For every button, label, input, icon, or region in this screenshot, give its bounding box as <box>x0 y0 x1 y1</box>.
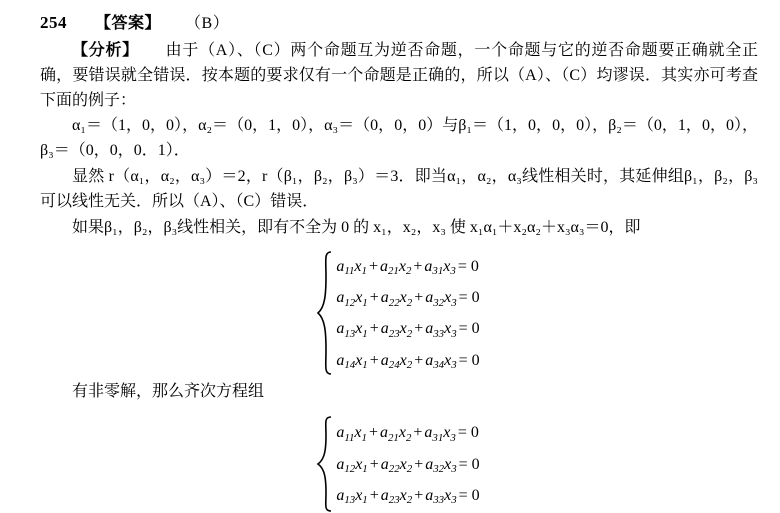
equation-row: $a_{11}x_1 + a_{21}x_2 + a_{31}x_3 = 0$ <box>336 258 479 278</box>
middle-text: 有非零解，那么齐次方程组 <box>72 383 265 401</box>
analysis-text: 由于（A）、（C）两个命题互为逆否命题，一个命题与它的逆否命题要正确就全正确，要错误就全错误．按本题的要求仅有一个命题是正确的，所以（A）、（C）均谬误．其实亦可考查下面的例子： <box>40 42 758 109</box>
answer-label: 【答案】 <box>95 15 162 32</box>
equation-system-2-inner <box>316 415 481 513</box>
equation-row: $a_{13}x_1 + a_{23}x_2 + a_{33}x_3 = 0$ <box>336 486 480 507</box>
equation-row: $a_{12}x_1 + a_{22}x_2 + a_{32}x_3 = 0$ <box>336 455 480 476</box>
example-vectors: α₁＝（1，0，0），α₂＝（0，1，0），α₃＝（0，0，0）与β₁＝（1，0，0，0），β₂＝（0，1，0，0），β₃＝（0，0，0．1）． <box>40 117 758 160</box>
equation-system-1 <box>40 250 758 376</box>
equation-row: $a_{11}x_1 + a_{21}x_2 + a_{31}x_3 = 0$ <box>336 424 479 444</box>
equation-row: $a_{14}x_1 + a_{24}x_2 + a_{34}x_3 = 0$ <box>336 351 480 372</box>
example-rank: 显然 r（α₁，α₂，α₃）＝2，r（β₁，β₂，β₃）＝3．即当α₁，α₂，α₃线性相关时，其延伸组β₁，β₂，β₃可以线性无关．所以（A）、（C）错误． <box>40 167 758 210</box>
analysis-paragraph <box>40 39 758 113</box>
analysis-label: 【分析】 <box>72 42 139 59</box>
page-number: 254 <box>40 13 67 32</box>
page-heading <box>40 10 758 33</box>
example-condition: 如果β₁，β₂，β₃线性相关，即有不全为 0 的 x₁，x₂，x₃ 使 x₁α₁＋x₂α₂＋x₃α₃＝0，即 <box>72 218 641 236</box>
equation-list-2 <box>336 415 481 513</box>
left-brace-icon <box>316 415 334 513</box>
equation-list-1 <box>336 250 481 376</box>
equation-row: $a_{13}x_1 + a_{23}x_2 + a_{33}x_3 = 0$ <box>336 320 480 340</box>
answer-choice: （B） <box>185 15 230 32</box>
equation-row: $a_{12}x_1 + a_{22}x_2 + a_{32}x_3 = 0$ <box>336 289 480 309</box>
equation-system-2 <box>40 415 758 513</box>
left-brace-icon <box>316 250 334 376</box>
equation-system-1-inner <box>316 250 481 376</box>
